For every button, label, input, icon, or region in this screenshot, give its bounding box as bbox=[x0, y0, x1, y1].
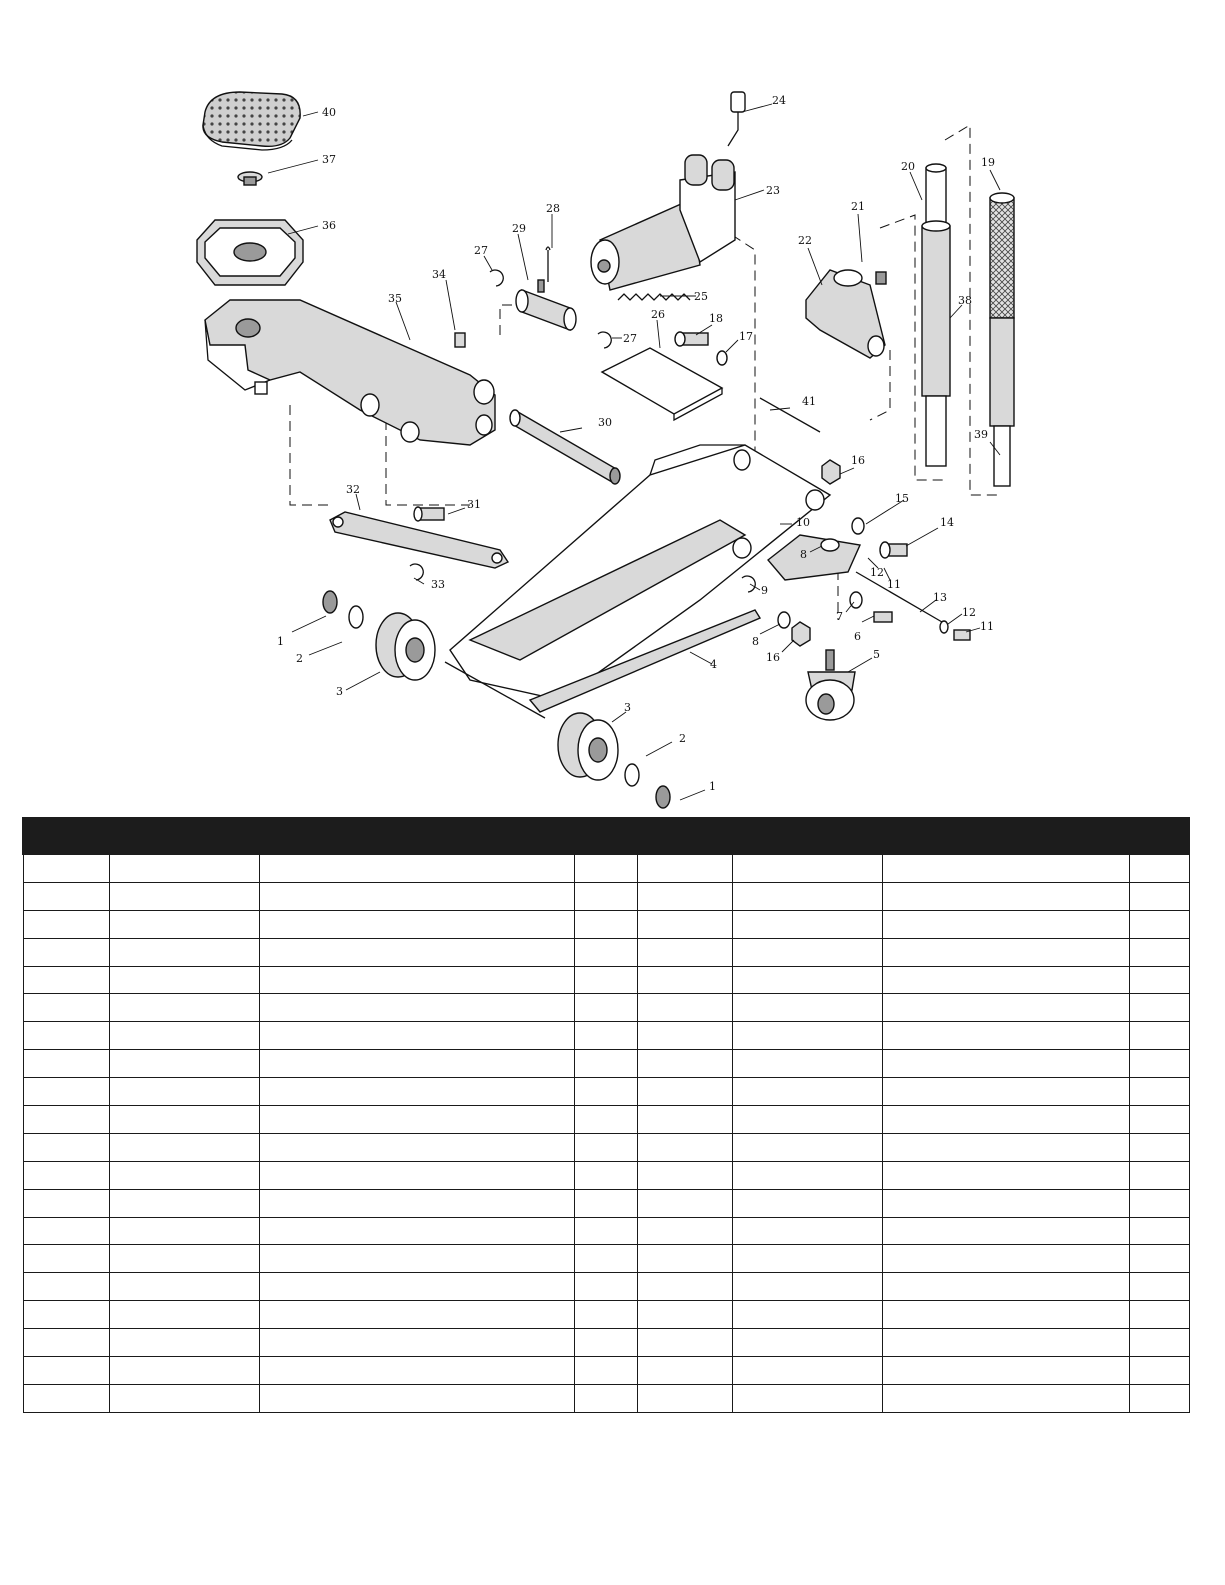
table-cell bbox=[1129, 1133, 1189, 1161]
leader-lines bbox=[268, 104, 1000, 800]
callout-28: 28 bbox=[546, 202, 560, 215]
parts-table-body bbox=[23, 854, 1189, 1412]
table-cell bbox=[259, 1217, 574, 1245]
table-cell bbox=[574, 1245, 637, 1273]
table-cell bbox=[1129, 882, 1189, 910]
table-cell bbox=[259, 1050, 574, 1078]
table-cell bbox=[882, 1329, 1129, 1357]
table-cell bbox=[637, 1273, 732, 1301]
table-cell bbox=[637, 1022, 732, 1050]
callout-24: 24 bbox=[772, 94, 786, 107]
table-cell bbox=[637, 1106, 732, 1134]
table-cell bbox=[574, 910, 637, 938]
callout-20: 20 bbox=[901, 160, 915, 173]
table-cell bbox=[574, 1217, 637, 1245]
table-cell bbox=[109, 1357, 259, 1385]
table-cell bbox=[23, 1050, 109, 1078]
table-cell bbox=[574, 1189, 637, 1217]
caster-wheel-part bbox=[806, 650, 855, 720]
table-cell bbox=[1129, 966, 1189, 994]
callout-30: 30 bbox=[598, 416, 612, 429]
table-cell bbox=[882, 1161, 1129, 1189]
table-row bbox=[23, 1273, 1189, 1301]
table-cell bbox=[882, 1133, 1129, 1161]
table-cell bbox=[882, 1106, 1129, 1134]
callout-33: 33 bbox=[431, 578, 445, 591]
table-cell bbox=[1129, 1078, 1189, 1106]
callout-8b: 8 bbox=[752, 635, 759, 648]
table-cell bbox=[574, 1022, 637, 1050]
table-cell bbox=[732, 1133, 882, 1161]
table-cell bbox=[574, 1050, 637, 1078]
table-cell bbox=[732, 1217, 882, 1245]
table-cell bbox=[882, 882, 1129, 910]
table-cell bbox=[109, 882, 259, 910]
table-cell bbox=[732, 1106, 882, 1134]
table-cell bbox=[259, 1245, 574, 1273]
table-cell bbox=[574, 1161, 637, 1189]
table-row bbox=[23, 1133, 1189, 1161]
table-cell bbox=[732, 1329, 882, 1357]
table-row bbox=[23, 910, 1189, 938]
table-cell bbox=[259, 882, 574, 910]
table-cell bbox=[732, 1273, 882, 1301]
callout-39: 39 bbox=[974, 428, 988, 441]
table-row bbox=[23, 1050, 1189, 1078]
table-row bbox=[23, 1245, 1189, 1273]
table-cell bbox=[23, 1245, 109, 1273]
table-cell bbox=[23, 882, 109, 910]
table-cell bbox=[637, 1357, 732, 1385]
callout-35: 35 bbox=[388, 292, 402, 305]
callout-1a: 1 bbox=[277, 635, 284, 648]
table-cell bbox=[574, 966, 637, 994]
table-cell bbox=[109, 1078, 259, 1106]
callout-36: 36 bbox=[322, 219, 336, 232]
table-cell bbox=[732, 1078, 882, 1106]
table-cell bbox=[732, 966, 882, 994]
table-row bbox=[23, 854, 1189, 882]
callout-16a: 16 bbox=[851, 454, 865, 467]
table-cell bbox=[637, 1329, 732, 1357]
washer-7 bbox=[850, 592, 862, 608]
table-cell bbox=[259, 1022, 574, 1050]
table-cell bbox=[1129, 1384, 1189, 1412]
table-cell bbox=[23, 1133, 109, 1161]
callout-37: 37 bbox=[322, 153, 336, 166]
table-cell bbox=[259, 854, 574, 882]
table-cell bbox=[1129, 1022, 1189, 1050]
table-cell bbox=[259, 1384, 574, 1412]
table-cell bbox=[1129, 1189, 1189, 1217]
table-cell bbox=[109, 910, 259, 938]
table-cell bbox=[637, 1133, 732, 1161]
table-cell bbox=[23, 1078, 109, 1106]
table-row bbox=[23, 1106, 1189, 1134]
table-cell bbox=[23, 1384, 109, 1412]
table-cell bbox=[23, 1217, 109, 1245]
table-cell bbox=[637, 910, 732, 938]
callout-27a: 27 bbox=[474, 244, 488, 257]
table-row bbox=[23, 1161, 1189, 1189]
table-row bbox=[23, 1189, 1189, 1217]
link-pin-part bbox=[414, 507, 444, 521]
callout-22: 22 bbox=[798, 234, 812, 247]
table-cell bbox=[574, 1301, 637, 1329]
table-cell bbox=[23, 1189, 109, 1217]
callout-19: 19 bbox=[981, 156, 995, 169]
grease-fitting-part bbox=[455, 333, 465, 347]
table-cell bbox=[882, 938, 1129, 966]
table-cell bbox=[637, 1245, 732, 1273]
table-cell bbox=[882, 910, 1129, 938]
table-cell bbox=[1129, 1106, 1189, 1134]
clip-part bbox=[410, 564, 423, 580]
table-cell bbox=[259, 1078, 574, 1106]
callout-23: 23 bbox=[766, 184, 780, 197]
washer-12 bbox=[940, 621, 948, 633]
table-cell bbox=[882, 1050, 1129, 1078]
table-cell bbox=[23, 1106, 109, 1134]
callout-41: 41 bbox=[802, 395, 816, 408]
table-cell bbox=[882, 854, 1129, 882]
callout-26: 26 bbox=[651, 308, 665, 321]
table-cell bbox=[882, 1078, 1129, 1106]
table-cell bbox=[23, 910, 109, 938]
table-row bbox=[23, 938, 1189, 966]
table-cell bbox=[574, 1133, 637, 1161]
table-cell bbox=[259, 1189, 574, 1217]
table-cell bbox=[732, 1161, 882, 1189]
table-cell bbox=[109, 1329, 259, 1357]
table-cell bbox=[259, 1133, 574, 1161]
table-cell bbox=[109, 1161, 259, 1189]
table-cell bbox=[1129, 1273, 1189, 1301]
callout-2b: 2 bbox=[679, 732, 686, 745]
callout-labels bbox=[277, 94, 995, 793]
clip-part-lower bbox=[598, 332, 611, 348]
table-cell bbox=[637, 966, 732, 994]
nut-part-lower bbox=[792, 622, 810, 646]
table-cell bbox=[1129, 1329, 1189, 1357]
table-cell bbox=[259, 1301, 574, 1329]
table-cell bbox=[574, 854, 637, 882]
lift-arm-part bbox=[205, 300, 495, 445]
table-cell bbox=[637, 994, 732, 1022]
table-cell bbox=[574, 1106, 637, 1134]
saddle-screw-part bbox=[238, 172, 262, 185]
washer-8 bbox=[778, 612, 790, 628]
table-cell bbox=[882, 966, 1129, 994]
handle-socket-part bbox=[806, 270, 886, 358]
table-cell bbox=[109, 1133, 259, 1161]
table-cell bbox=[109, 966, 259, 994]
table-row bbox=[23, 966, 1189, 994]
table-cell bbox=[574, 1384, 637, 1412]
callout-17: 17 bbox=[739, 330, 753, 343]
table-cell bbox=[109, 1301, 259, 1329]
callout-31: 31 bbox=[467, 498, 481, 511]
table-cell bbox=[1129, 1161, 1189, 1189]
table-cell bbox=[23, 966, 109, 994]
table-row bbox=[23, 1384, 1189, 1412]
table-cell bbox=[732, 910, 882, 938]
callout-3b: 3 bbox=[624, 701, 631, 714]
table-cell bbox=[1129, 854, 1189, 882]
table-cell bbox=[732, 1384, 882, 1412]
table-cell bbox=[259, 966, 574, 994]
saddle-part bbox=[197, 220, 303, 285]
washer-part bbox=[717, 351, 727, 365]
table-cell bbox=[259, 1273, 574, 1301]
cover-plate-part bbox=[602, 348, 722, 420]
nut-part-upper bbox=[822, 460, 840, 484]
table-cell bbox=[574, 1329, 637, 1357]
table-cell bbox=[1129, 1245, 1189, 1273]
callout-1b: 1 bbox=[709, 780, 716, 793]
table-cell bbox=[637, 882, 732, 910]
table-cell bbox=[882, 994, 1129, 1022]
callout-2a: 2 bbox=[296, 652, 303, 665]
callout-8a: 8 bbox=[800, 548, 807, 561]
handle-lower-part bbox=[922, 164, 950, 466]
table-cell bbox=[637, 938, 732, 966]
callout-13: 13 bbox=[933, 591, 947, 604]
callout-34: 34 bbox=[432, 268, 446, 281]
table-cell bbox=[732, 938, 882, 966]
table-cell bbox=[1129, 994, 1189, 1022]
table-row bbox=[23, 1217, 1189, 1245]
screw-6 bbox=[874, 612, 892, 622]
table-cell bbox=[23, 1301, 109, 1329]
table-cell bbox=[637, 1301, 732, 1329]
callout-6: 6 bbox=[854, 630, 861, 643]
callout-29: 29 bbox=[512, 222, 526, 235]
callout-16b: 16 bbox=[766, 651, 780, 664]
callout-5: 5 bbox=[873, 648, 880, 661]
spring-part bbox=[618, 294, 690, 300]
parts-list-table bbox=[22, 817, 1190, 1413]
table-cell bbox=[882, 1245, 1129, 1273]
table-cell bbox=[732, 1301, 882, 1329]
table-cell bbox=[109, 854, 259, 882]
table-cell bbox=[637, 1050, 732, 1078]
table-cell bbox=[882, 1384, 1129, 1412]
table-cell bbox=[259, 1329, 574, 1357]
callout-11a: 11 bbox=[887, 578, 901, 591]
caster-plate-part bbox=[768, 535, 860, 580]
table-cell bbox=[23, 1022, 109, 1050]
table-cell bbox=[574, 994, 637, 1022]
table-cell bbox=[637, 1078, 732, 1106]
cotter-pin-part bbox=[546, 247, 550, 282]
table-cell bbox=[109, 1245, 259, 1273]
table-cell bbox=[23, 1161, 109, 1189]
table-cell bbox=[109, 994, 259, 1022]
table-row bbox=[23, 1078, 1189, 1106]
table-cell bbox=[109, 938, 259, 966]
callout-27b: 27 bbox=[623, 332, 637, 345]
washer-15 bbox=[852, 518, 864, 534]
front-roller-left bbox=[376, 613, 435, 680]
table-cell bbox=[574, 882, 637, 910]
front-roller-right bbox=[558, 713, 618, 780]
callout-25: 25 bbox=[694, 290, 708, 303]
callout-10: 10 bbox=[796, 516, 810, 529]
callout-12b: 12 bbox=[962, 606, 976, 619]
table-cell bbox=[732, 1189, 882, 1217]
table-cell bbox=[109, 1273, 259, 1301]
table-cell bbox=[109, 1106, 259, 1134]
table-cell bbox=[574, 1078, 637, 1106]
table-cell bbox=[109, 1217, 259, 1245]
callout-32: 32 bbox=[346, 483, 360, 496]
table-cell bbox=[1129, 938, 1189, 966]
table-row bbox=[23, 882, 1189, 910]
table-cell bbox=[109, 1189, 259, 1217]
table-row bbox=[23, 1329, 1189, 1357]
table-row bbox=[23, 1357, 1189, 1385]
callout-12a: 12 bbox=[870, 566, 884, 579]
handle-upper-part bbox=[990, 193, 1014, 486]
table-cell bbox=[732, 882, 882, 910]
table-cell bbox=[732, 1357, 882, 1385]
table-cell bbox=[259, 910, 574, 938]
table-row bbox=[23, 1301, 1189, 1329]
table-cell bbox=[882, 1189, 1129, 1217]
callout-7: 7 bbox=[836, 610, 843, 623]
table-cell bbox=[259, 1357, 574, 1385]
callout-15: 15 bbox=[895, 492, 909, 505]
pump-piston-part bbox=[516, 280, 576, 330]
table-cell bbox=[259, 994, 574, 1022]
table-cell bbox=[732, 1245, 882, 1273]
table-cell bbox=[882, 1022, 1129, 1050]
table-cell bbox=[637, 1189, 732, 1217]
table-cell bbox=[732, 994, 882, 1022]
table-cell bbox=[882, 1301, 1129, 1329]
callout-18: 18 bbox=[709, 312, 723, 325]
frame-part bbox=[450, 445, 830, 712]
fitting-part bbox=[728, 92, 745, 146]
table-cell bbox=[637, 1217, 732, 1245]
saddle-pad-part bbox=[203, 92, 300, 150]
washer-set-right bbox=[625, 764, 670, 808]
table-cell bbox=[259, 938, 574, 966]
table-cell bbox=[23, 1329, 109, 1357]
callout-38: 38 bbox=[958, 294, 972, 307]
table-cell bbox=[574, 1357, 637, 1385]
table-cell bbox=[1129, 1357, 1189, 1385]
callout-21: 21 bbox=[851, 200, 865, 213]
table-cell bbox=[732, 854, 882, 882]
parts-table-header bbox=[23, 818, 1189, 854]
washer-set-left bbox=[323, 591, 363, 628]
callout-14: 14 bbox=[940, 516, 954, 529]
table-cell bbox=[637, 1161, 732, 1189]
table-cell bbox=[882, 1357, 1129, 1385]
table-cell bbox=[882, 1273, 1129, 1301]
bolt-part bbox=[675, 332, 708, 346]
table-cell bbox=[109, 1050, 259, 1078]
clip-part-9 bbox=[742, 576, 755, 592]
table-cell bbox=[23, 994, 109, 1022]
table-cell bbox=[109, 1384, 259, 1412]
callout-40: 40 bbox=[322, 106, 336, 119]
table-cell bbox=[1129, 910, 1189, 938]
table-cell bbox=[23, 938, 109, 966]
table-cell bbox=[23, 1273, 109, 1301]
callout-11b: 11 bbox=[980, 620, 994, 633]
table-cell bbox=[1129, 1050, 1189, 1078]
table-cell bbox=[574, 1273, 637, 1301]
parts-table-header-bar bbox=[23, 818, 1189, 854]
table-cell bbox=[23, 854, 109, 882]
table-cell bbox=[637, 1384, 732, 1412]
table-cell bbox=[732, 1050, 882, 1078]
table-cell bbox=[732, 1022, 882, 1050]
table-cell bbox=[574, 938, 637, 966]
clip-part-upper bbox=[490, 270, 503, 286]
table-cell bbox=[1129, 1301, 1189, 1329]
pivot-bolt-part bbox=[880, 542, 907, 558]
callout-9: 9 bbox=[761, 584, 768, 597]
table-row bbox=[23, 994, 1189, 1022]
table-cell bbox=[259, 1161, 574, 1189]
table-cell bbox=[109, 1022, 259, 1050]
table-cell bbox=[1129, 1217, 1189, 1245]
table-row bbox=[23, 1022, 1189, 1050]
table-cell bbox=[882, 1217, 1129, 1245]
callout-3a: 3 bbox=[336, 685, 343, 698]
pump-unit-part bbox=[591, 155, 735, 290]
callout-4: 4 bbox=[710, 658, 717, 671]
table-cell bbox=[23, 1357, 109, 1385]
table-cell bbox=[637, 854, 732, 882]
table-cell bbox=[259, 1106, 574, 1134]
